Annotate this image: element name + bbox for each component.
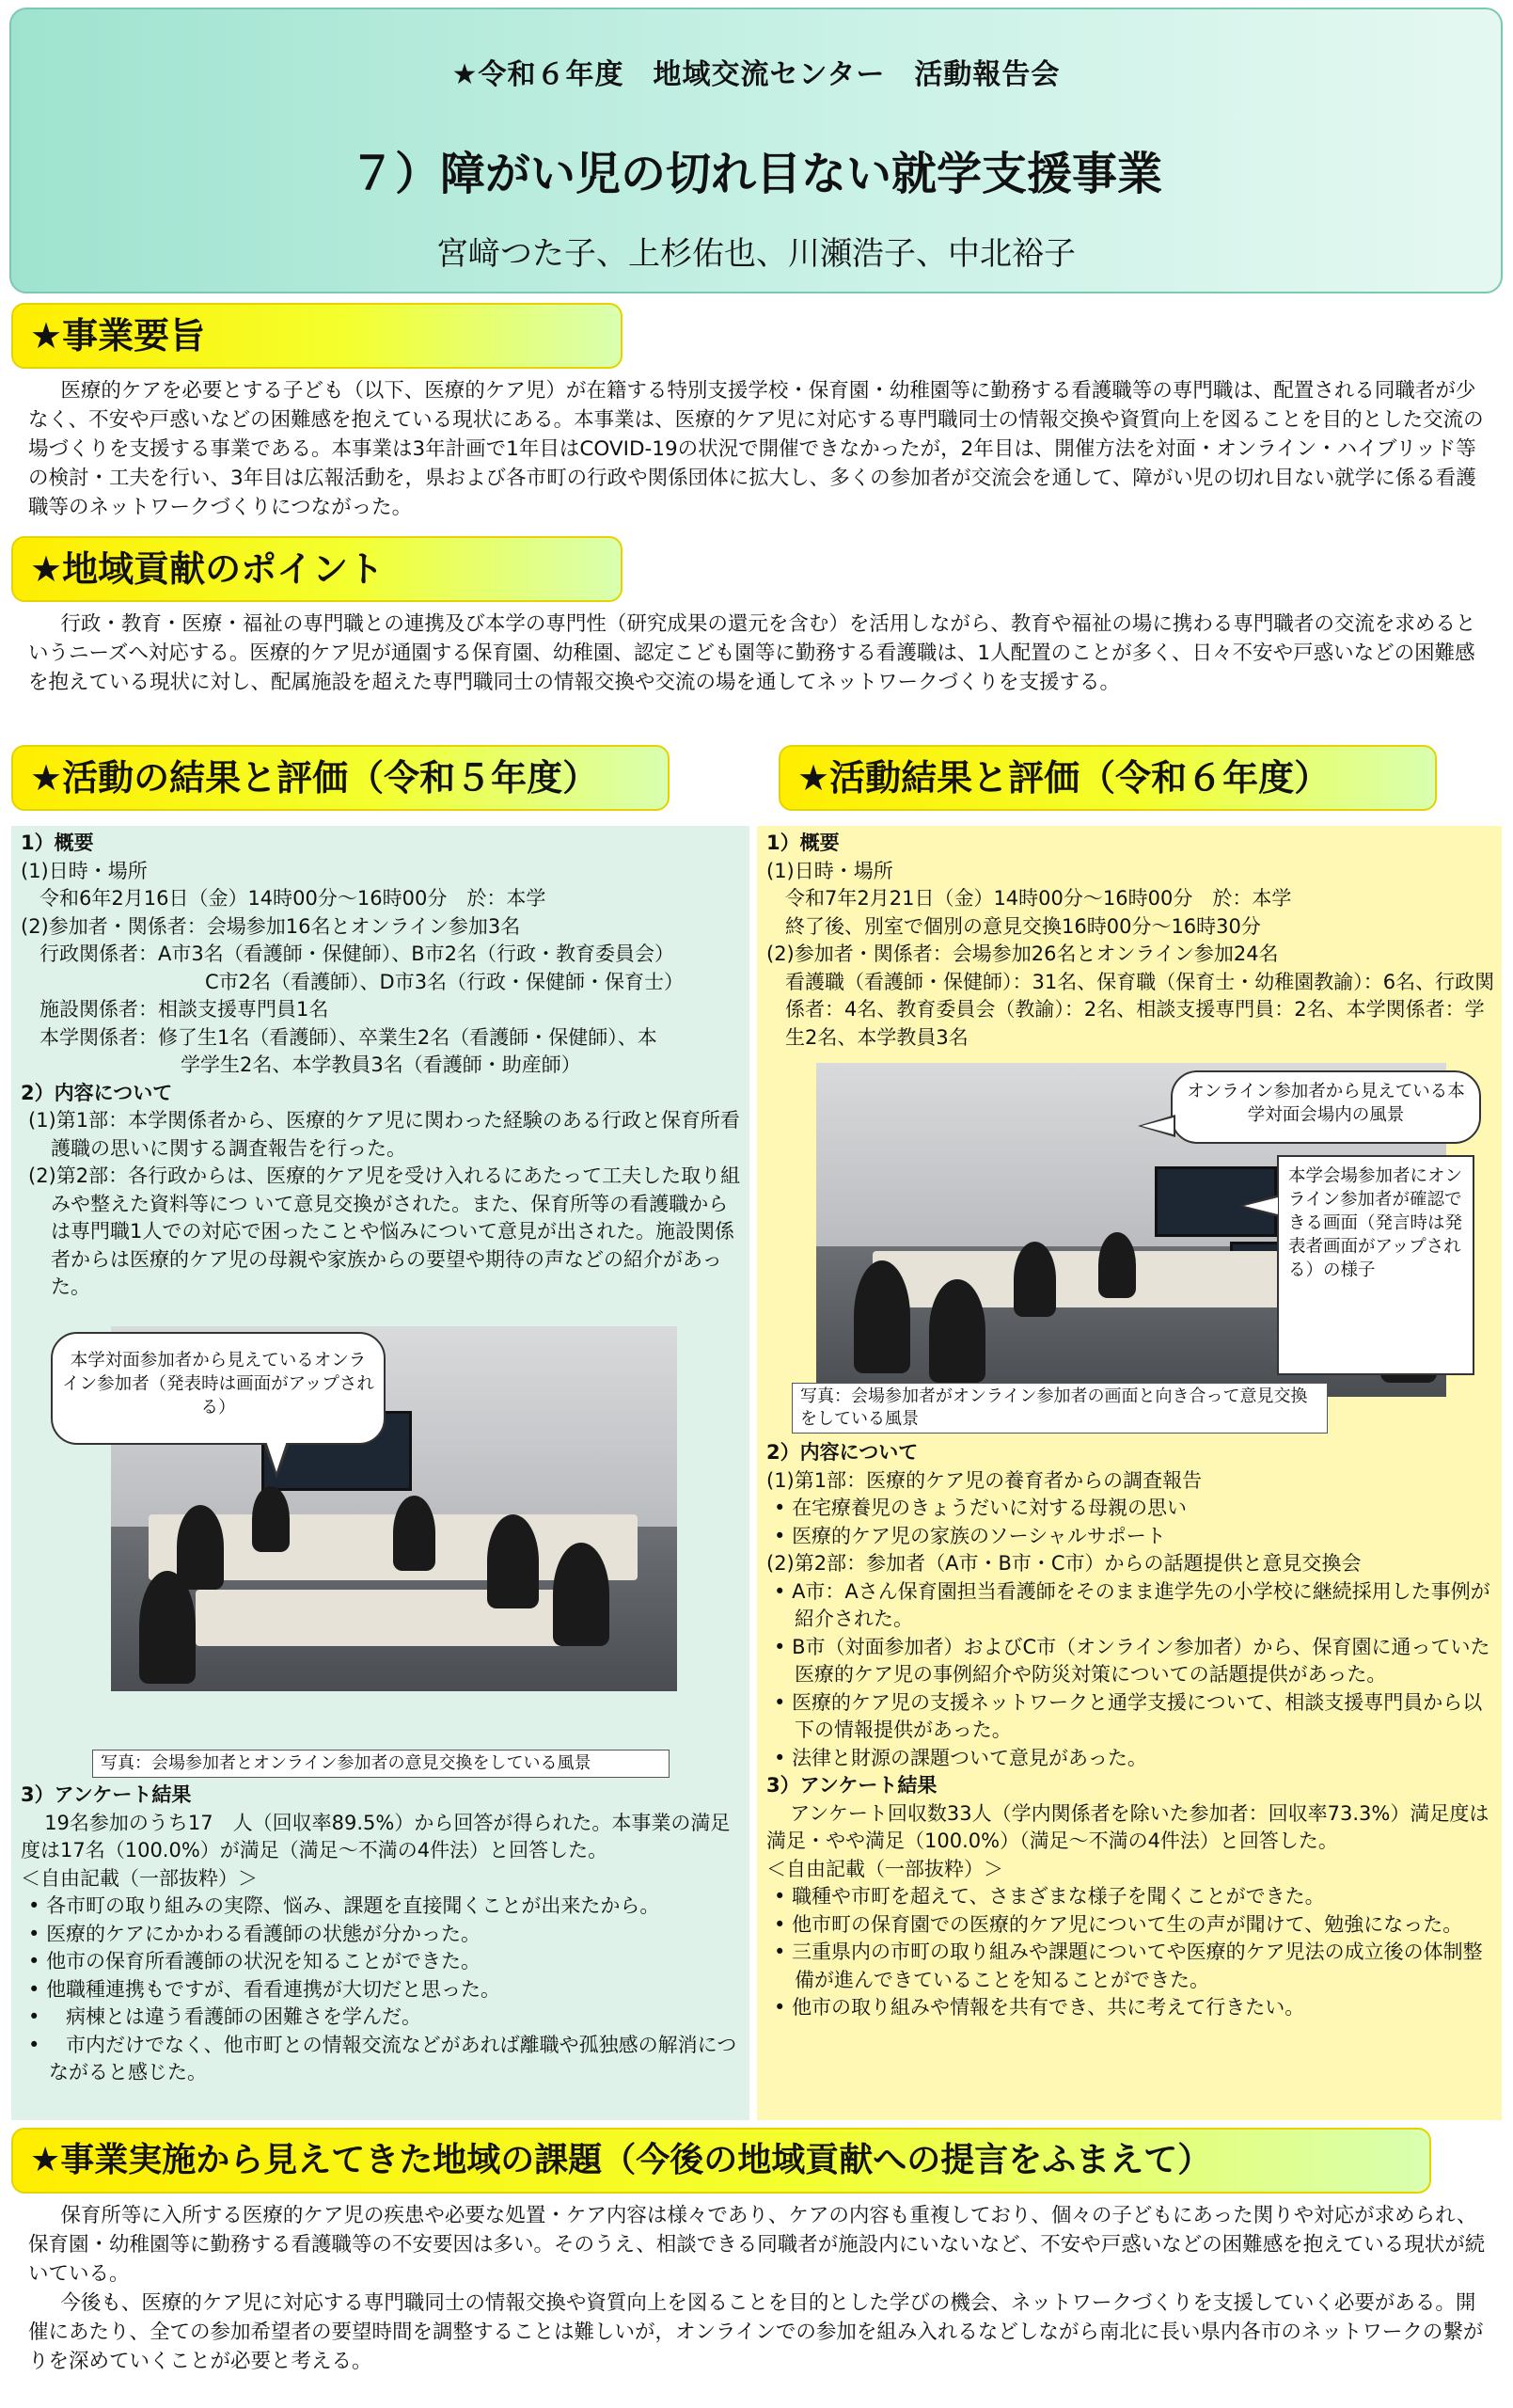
section-heading-contribution: ★地域貢献のポイント [11,536,623,602]
r6-survey-heading: 3）アンケート結果 [766,1774,938,1797]
r6-content-heading: 2）内容について [766,1441,919,1464]
r6-bullet: • 医療的ケア児の家族のソーシャルサポート [774,1524,1166,1547]
r6-bullet: • A市：Aさん保育園担当看護師をそのまま進学先の小学校に継続採用した事例が紹介された。 [774,1579,1490,1630]
issues-text [28,2201,1495,2376]
r6-line: 終了後、別室で個別の意見交換16時00分～16時30分 [785,914,1261,938]
section-heading-overview: ★事業要旨 [11,303,623,369]
r6-content-item: (2)第2部：参加者（A市・B市・C市）からの話題提供と意見交換会 [766,1552,1362,1575]
issues-paragraph-2: 今後も、医療的ケア児に対応する専門職同士の情報交換や資質向上を図ることを目的とした学びの機会、ネットワークづくりを支援していく必要がある。開催にあたり、全ての参加希望者の要望時間を調整することは難しいが，オンラインでの参加を組み入れるなどしながら南北に長い県内各市のネットワークの繋がりを深めていくことが必要と考える。 [28,2291,1484,2373]
r5-survey-block [21,1782,745,2087]
r6-line: 看護職（看護師・保健師）：31名、保育職（保育士・幼稚園教諭）：6名、行政関係者：4名、教育委員会（教諭）：2名、相談支援専門員：2名、本学関係者：学生2名、本学教員3名 [785,970,1495,1049]
r6-content-block [766,1439,1495,2022]
r6-callout-screen: 本学会場参加者にオンライン参加者が確認できる画面（発言時は発表者画面がアップされる）の様子 [1277,1155,1474,1375]
r6-bullet: • B市（対面参加者）およびC市（オンライン参加者）から、保育園に通っていた医療的ケア児の事例紹介や防災対策についての話題提供があった。 [774,1635,1490,1686]
r6-content-item: (1)第1部：医療的ケア児の養育者からの調査報告 [766,1468,1203,1492]
r5-line: C市2名（看護師）、D市3名（行政・保健師・保育士） [205,970,685,993]
r5-survey-heading: 3）アンケート結果 [21,1783,192,1806]
section-heading-r6: ★活動結果と評価（令和６年度） [779,745,1437,811]
r5-line: 行政関係者：A市3名（看護師・保健師）、B市2名（行政・教育委員会） [39,943,674,965]
r6-bullet: • 医療的ケア児の支援ネットワークと通学支援について、相談支援専門員から以下の情報提供があった。 [774,1690,1483,1741]
r5-survey-text: 19名参加のうち17 人（回収率89.5%）から回答が得られた。本事業の満足度は17名（100.0%）が満足（満足～不満の4件法）と回答した。 [21,1811,731,1861]
r5-free-heading: ＜自由記載（一部抜粋）＞ [21,1866,258,1890]
r5-bullet: • 市内だけでなく、他市町との情報交流などがあれば離職や孤独感の解消につながると感じた。 [28,2033,737,2083]
r6-photo-caption: 写真：会場参加者がオンライン参加者の画面と向き合って意見交換をしている風景 [792,1383,1328,1434]
r5-content-item: (1)第1部：本学関係者から、医療的ケア児に関わった経験のある行政と保育所看護職の思いに関する調査報告を行った。 [28,1109,740,1160]
r6-bullet: • 三重県内の市町の取り組みや課題についてや医療的ケア児法の成立後の体制整備が進んできていることを知ることができた。 [774,1941,1483,1991]
r6-free-heading: ＜自由記載（一部抜粋）＞ [766,1857,1003,1880]
r5-line: 令和6年2月16日（金）14時00分～16時00分 於：本学 [39,887,546,910]
r5-line: 学学生2名、本学教員3名（看護師・助産師） [181,1054,581,1076]
r5-overview-heading: 1）概要 [21,832,94,854]
r6-survey-text: アンケート回収数33人（学内関係者を除いた参加者：回収率73.3%）満足度は満足・やや満足（100.0%）（満足～不満の4件法）と回答した。 [766,1801,1489,1852]
r6-overview-heading: 1）概要 [766,832,840,854]
r6-bullet: • 他市町の保育園での医療的ケア児について生の声が聞けて、勉強になった。 [774,1912,1463,1936]
r5-line: (2)参加者・関係者：会場参加16名とオンライン参加3名 [21,914,521,938]
r5-line: 本学関係者：修了生1名（看護師）、卒業生2名（看護師・保健師）、本 [39,1025,657,1049]
section-heading-r5: ★活動の結果と評価（令和５年度） [11,745,670,811]
r6-bullet: • 他市の取り組みや情報を共有でき、共に考えて行きたい。 [774,1996,1305,2019]
r6-overview-block [766,830,1495,1052]
r5-content-item: (2)第2部：各行政からは、医療的ケア児を受け入れるにあたって工夫した取り組みや整えた資料等につ いて意見交換がされた。また、保育所等の看護職からは専門職1人での対応で困ったことや悩みについて意見が出された。施設関係者からは医療的ケア児の母親や家族からの要望や期待の声などの紹介があった。 [28,1164,741,1298]
r6-line: 令和7年2月21日（金）14時00分～16時00分 於：本学 [785,887,1292,910]
r5-photo-caption: 写真：会場参加者とオンライン参加者の意見交換をしている風景 [92,1750,670,1778]
r5-callout: 本学対面参加者から見えているオンライン参加者（発表時は画面がアップされる） [51,1332,386,1445]
r5-line: 施設関係者：相談支援専門員1名 [39,998,329,1021]
r6-bullet: • 法律と財源の課題ついて意見があった。 [774,1746,1147,1769]
r5-overview-block [21,830,745,1302]
poster-header [9,8,1503,293]
r5-line: (1)日時・場所 [21,859,148,882]
section-heading-issues: ★事業実施から見えてきた地域の課題（今後の地域貢献への提言をふまえて） [11,2128,1431,2194]
r5-bullet: • 他市の保育所看護師の状況を知ることができた。 [28,1950,481,1972]
authors: 宮﨑つた子、上杉佑也、川瀬浩子、中北裕子 [436,235,1076,273]
r5-bullet: • 他職種連携もですが、看看連携が大切だと思った。 [28,1977,501,2001]
main-title: ７）障がい児の切れ目ない就学支援事業 [349,148,1162,200]
event-title: ★令和６年度 地域交流センター 活動報告会 [451,58,1061,91]
r5-bullet: • 医療的ケアにかかわる看護師の状態が分かった。 [28,1922,481,1945]
contribution-text: 行政・教育・医療・福祉の専門職との連携及び本学の専門性（研究成果の還元を含む）を活用しながら、教育や福祉の場に携わる専門職者の交流を求めるというニーズへ対応する。医療的ケア児が通園する保育園、幼稚園、認定こども園等に勤務する看護職は、1人配置のことが多く、日々不安や戸惑いなどの困難感を抱えている現状に対し、配属施設を超えた専門職同士の情報交換や交流の場を通してネットワークづくりを支援する。 [28,612,1476,694]
r5-content-heading: 2）内容について [21,1081,173,1104]
overview-text: 医療的ケアを必要とする子ども（以下、医療的ケア児）が在籍する特別支援学校・保育園・幼稚園等に勤務する看護職等の専門職は、配置される同職者が少なく、不安や戸惑いなどの困難感を抱えている現状にある。本事業は、医療的ケア児に対応する専門職同士の情報交換や資質向上を図ることを目的とした交流の場づくりを支援する事業である。本事業は3年計画で1年目はCOVID-19の状況で開催できなかったが，2年目は、開催方法を対面・オンライン・ハイブリッド等の検討・工夫を行い、3年目は広報活動を，県および各市町の行政や関係団体に拡大し、多くの参加者が交流会を通して、障がい児の切れ目ない就学に係る看護職等のネットワークづくりにつながった。 [28,379,1484,519]
r6-line: (2)参加者・関係者：会場参加26名とオンライン参加24名 [766,943,1279,965]
r6-bullet: • 職種や市町を超えて、さまざまな様子を聞くことができた。 [774,1885,1325,1908]
r5-bullet: • 病棟とは違う看護師の困難さを学んだ。 [28,2005,422,2028]
r5-bullet: • 各市町の取り組みの実際、悩み、課題を直接聞くことが出来たから。 [28,1894,660,1917]
r6-callout-venue: オンライン参加者から見えている本学対面会場内の風景 [1171,1070,1481,1144]
r6-bullet: • 在宅療養児のきょうだいに対する母親の思い [774,1497,1188,1519]
issues-paragraph-1: 保育所等に入所する医療的ケア児の疾患や必要な処置・ケア内容は様々であり、ケアの内容も重複しており、個々の子どもにあった関りや対応が求められ、保育園・幼稚園等に勤務する看護職等の不安要因は多い。そのうえ、相談できる同職者が施設内にいないなど、不安や戸惑いなどの困難感を抱えている現状が続いている。 [28,2204,1486,2286]
r6-line: (1)日時・場所 [766,859,893,882]
